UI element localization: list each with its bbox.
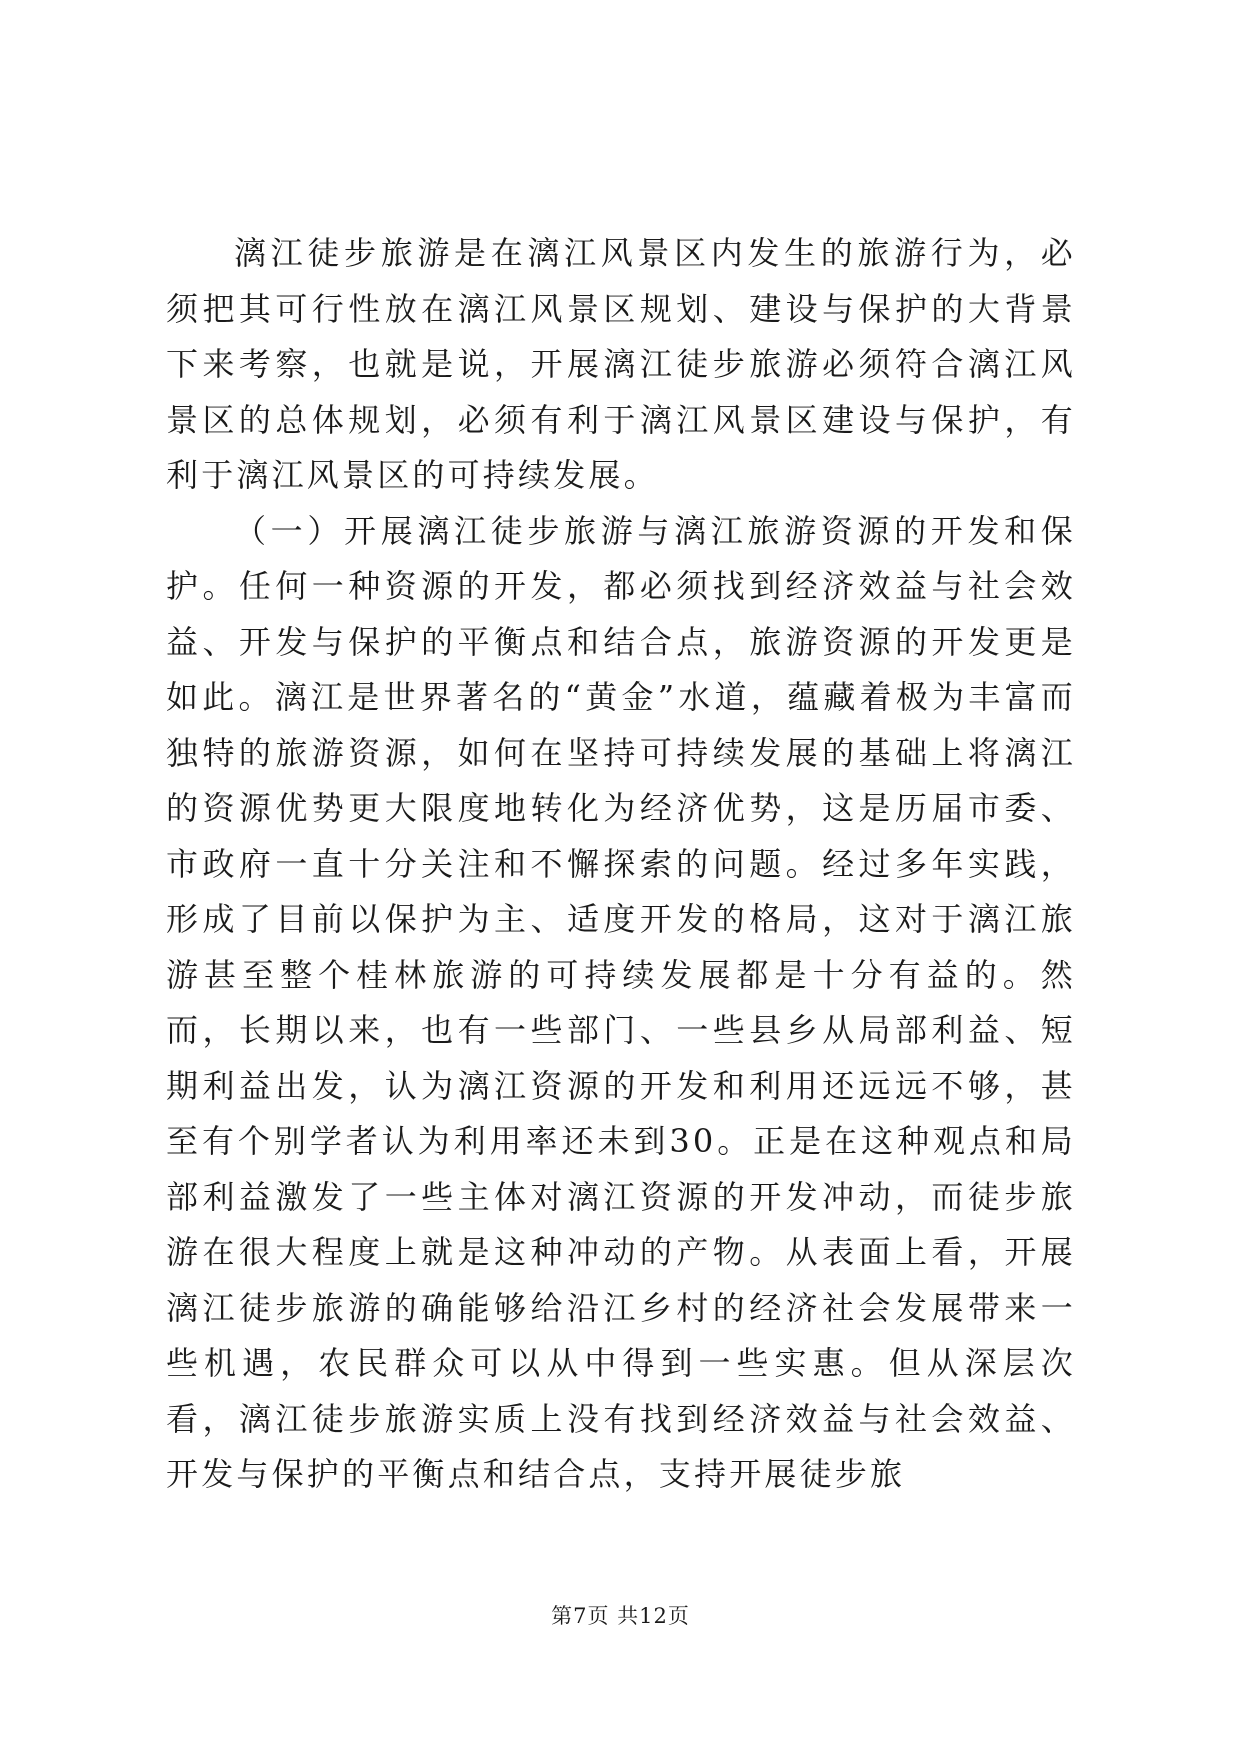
paragraph-2: （一）开展漓江徒步旅游与漓江旅游资源的开发和保护。任何一种资源的开发，都必须找到经济效益与社会效益、开发与保护的平衡点和结合点，旅游资源的开发更是如此。漓江是世界著名的“黄金”水道，蕴藏着极为丰富而独特的旅游资源，如何在坚持可持续发展的基础上将漓江的资源优势更大限度地转化为经济优势，这是历届市委、市政府一直十分关注和不懈探索的问题。经过多年实践，形成了目前以保护为主、适度开发的格局，这对于漓江旅游甚至整个桂林旅游的可持续发展都是十分有益的。然而，长期以来，也有一些部门、一些县乡从局部利益、短期利益出发，认为漓江资源的开发和利用还远远不够，甚至有个别学者认为利用率还未到30。正是在这种观点和局部利益激发了一些主体对漓江资源的开发冲动，而徒步旅游在很大程度上就是这种冲动的产物。从表面上看，开展漓江徒步旅游的确能够给沿江乡村的经济社会发展带来一些机遇，农民群众可以从中得到一些实惠。但从深层次看，漓江徒步旅游实质上没有找到经济效益与社会效益、开发与保护的平衡点和结合点，支持开展徒步旅 xyxy=(166,511,1076,1493)
page-footer: 第7页 共12页 xyxy=(551,1604,690,1628)
paragraph-1: 漓江徒步旅游是在漓江风景区内发生的旅游行为，必须把其可行性放在漓江风景区规划、建设与保护的大背景下来考察，也就是说，开展漓江徒步旅游必须符合漓江风景区的总体规划，必须有利于漓江风景区建设与保护，有利于漓江风景区的可持续发展。 xyxy=(166,234,1076,494)
document-body xyxy=(166,226,1076,1503)
